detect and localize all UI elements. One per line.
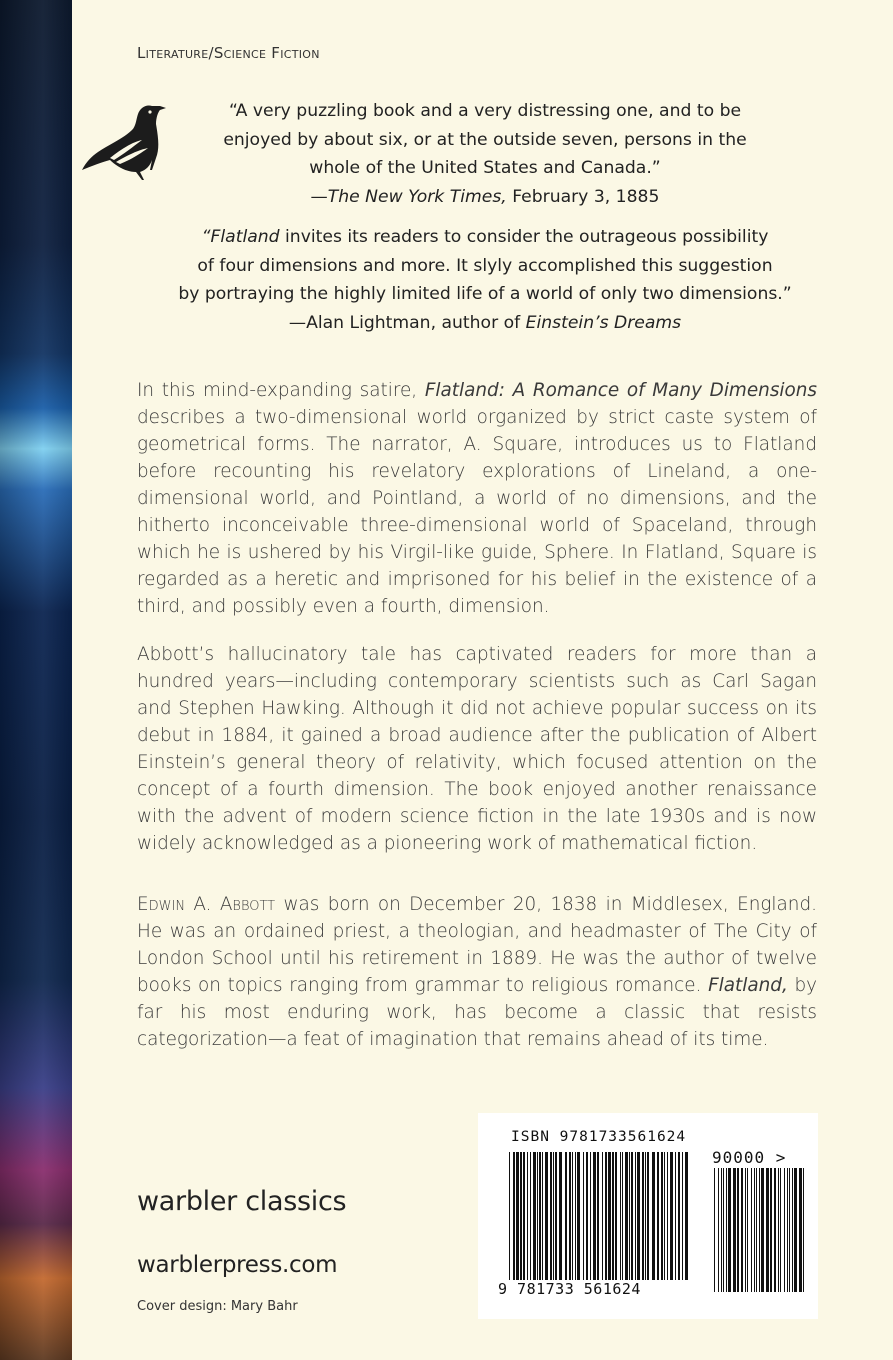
quote-nyt [165,97,805,211]
quote-lightman [125,223,845,337]
price-code: 90000 > [712,1148,787,1167]
barcode-bar [792,1168,793,1292]
barcode-bar [761,1168,764,1292]
barcode-bar [625,1152,628,1292]
barcode-bar [745,1168,746,1292]
barcode-bar [629,1152,630,1292]
barcode-bar [652,1152,655,1292]
publisher-url[interactable]: warblerpress.com [137,1252,338,1278]
barcode-bar [685,1152,688,1292]
quote-line: of four dimensions and more. It slyly accomplished this suggestion [197,255,773,276]
barcode-bar [741,1168,743,1292]
barcode-bar [718,1168,719,1292]
barcode-bar [631,1152,633,1292]
barcode-bar [542,1152,543,1292]
barcode-bar [664,1152,665,1292]
quote-line: by portraying the highly limited life of a world of only two dimensions.” [178,284,792,304]
barcode-bar [661,1152,663,1292]
barcode-bar [737,1168,739,1292]
barcode-bar [733,1168,736,1292]
barcode-bar [803,1168,804,1292]
barcode-bar [682,1152,683,1292]
barcode-bar [537,1152,538,1292]
quote-line: whole of the United States and Canada.” [309,158,661,178]
barcode-bar [577,1152,580,1292]
barcode-bar [516,1152,519,1292]
barcode-bar [637,1152,640,1292]
quote-attribution: —The New York Times, February 3, 1885 [310,186,660,207]
barcode-bar [615,1152,617,1292]
barcode-bar [513,1152,515,1292]
barcode-bar [789,1168,790,1292]
book-title: Flatland, [708,975,788,996]
barcode-bar [520,1152,522,1292]
book-title: Flatland: A Romance of Many Dimensions [424,380,817,401]
barcode-bar [597,1152,599,1292]
barcode-bar [509,1152,510,1292]
barcode-bar [675,1152,676,1292]
barcode-bar [569,1152,571,1292]
barcode-bar [774,1168,776,1292]
barcode-bar [678,1152,680,1292]
warbler-bird-icon [80,100,170,184]
barcode-bar [527,1152,528,1292]
barcode-bar [635,1152,636,1292]
barcode-bar [754,1168,755,1292]
isbn-barcode [507,1152,692,1292]
barcode-bar [721,1168,722,1292]
barcode-bar [583,1152,584,1292]
barcode-bar [533,1152,536,1292]
barcode-bar [565,1152,567,1292]
quote-line: “Flatland invites its readers to consider the outrageous possibility [201,227,769,247]
barcode-bar [670,1152,673,1292]
barcode-bar [770,1168,772,1292]
barcode-bar [645,1152,646,1292]
barcode-bar [559,1152,562,1292]
publisher-brand: warbler classics [137,1186,347,1217]
category-label: Literature/Science Fiction [137,44,320,62]
barcode-bar [590,1152,591,1292]
barcode-bar [575,1152,576,1292]
barcode-bar [530,1152,531,1292]
barcode-bar [747,1168,748,1292]
barcode-bar [550,1152,552,1292]
author-name: Edwin A. Abbott [137,894,276,915]
barcode-bar [784,1168,785,1292]
barcode-bar [593,1152,596,1292]
barcode-bar [799,1168,802,1292]
quote-line: enjoyed by about six, or at the outside seven, persons in the [223,129,747,150]
barcode-bar [723,1168,724,1292]
barcode-bar [728,1168,731,1292]
barcode-digits: 9 781733 561624 [498,1280,698,1298]
barcode-bar [778,1168,779,1292]
barcode-bar [766,1168,769,1292]
spine-artwork [0,0,72,1360]
barcode-bar [622,1152,623,1292]
barcode-bar [523,1152,525,1292]
barcode-bar [780,1168,781,1292]
price-barcode [712,1168,806,1292]
cover-credit: Cover design: Mary Bahr [137,1299,298,1314]
barcode-bar [605,1152,607,1292]
barcode-bar [794,1168,797,1292]
barcode-bar [555,1152,557,1292]
description-paragraph-1: In this mind-expanding satire, Flatland: A Romance of Many Dimensions describes a two-dimensional world organized by strict caste system of geometrical forms. The narrator, A. Square, introduces us to Flatland before recounting his revelatory explorations of Lineland, a one-dimensional world, and Pointland, a world of no dimensions, and the hitherto inconceivable three-dimensional world of Spaceland, through which he is ushered by his Virgil-like guide, Sphere. In Flatland, Square is regarded as a heretic and imprisoned for his belief in the existence of a third, and possibly even a fourth, dimension. [137,380,817,617]
isbn-label: ISBN 9781733561624 [511,1129,687,1145]
description-paragraph-2: Abbott’s hallucinatory tale has captivated readers for more than a hundred years—including contemporary scientists such as Carl Sagan and Stephen Hawking. Although it did not achieve popular success on its debut in 1884, it gained a broad audience after the publication of Albert Einstein’s general theory of relativity, which focused attention on the concept of a fourth dimension. The book enjoyed another renaissance with the advent of modern science fiction in the late 1930s and is now widely acknowledged as a pioneering work of mathematical fiction. [137,644,817,854]
barcode-bar [667,1152,668,1292]
barcode-bar [586,1152,588,1292]
barcode-bar [657,1152,659,1292]
barcode-bar [751,1168,752,1292]
barcode-bar [539,1152,541,1292]
barcode-bar [726,1168,727,1292]
book-title: Einstein’s Dreams [525,312,682,333]
barcode-bar [545,1152,548,1292]
barcode-bar [642,1152,644,1292]
barcode-bar [647,1152,649,1292]
quote-attribution: —Alan Lightman, author of Einstein’s Dreams [288,312,682,333]
barcode-bar [608,1152,611,1292]
author-bio: Edwin A. Abbott was born on December 20, 1838 in Middlesex, England. He was an ordained priest, a theologian, and headmaster of The City of London School until his retirement in 1889. He was the author of twelve books on topics ranging from grammar to religious romance. Flatland, by far his most enduring work, has become a classic that resists categorization—a feat of imagination that remains ahead of its time. [137,894,818,1050]
barcode-bar [756,1168,757,1292]
quote-line: “A very puzzling book and a very distressing one, and to be [228,101,742,121]
barcode-bar [553,1152,554,1292]
barcode-bar [787,1168,788,1292]
barcode-bar [602,1152,603,1292]
barcode-bar [759,1168,760,1292]
barcode-bar [714,1168,715,1292]
barcode-bar [572,1152,573,1292]
barcode-bar [612,1152,614,1292]
barcode-bar [620,1152,621,1292]
source-title: The New York Times, [327,186,507,207]
